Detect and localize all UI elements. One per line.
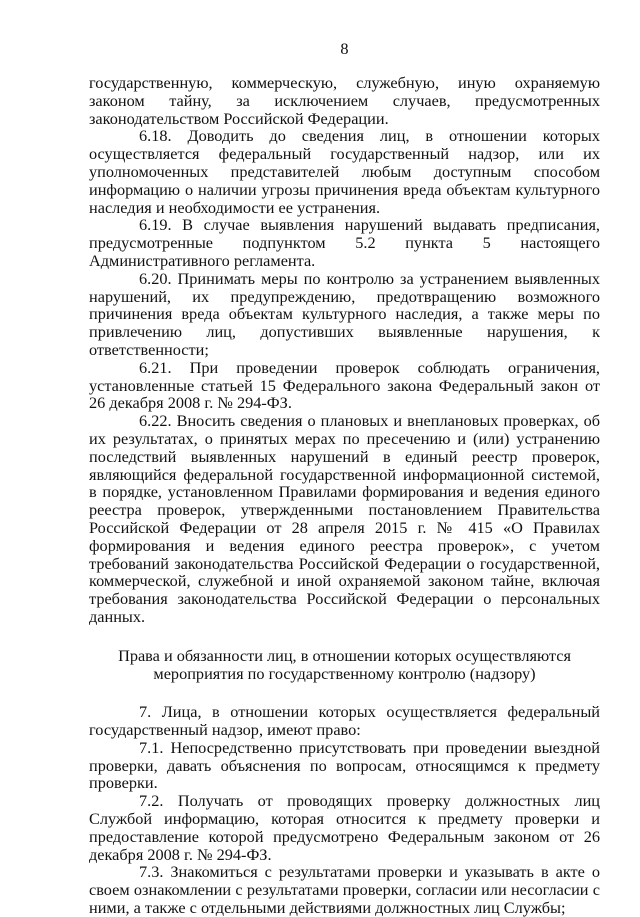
- paragraph-6-22: 6.22. Вносить сведения о плановых и внеплановых проверках, об их результатах, о принятых мерах по пресечению и (или) устранению последствий выявленных нарушений в единый реестр проверок, являющийся федеральной государственной информационной системой, в порядке, установленном Правилами формирования и ведения единого реестра проверок, утвержденными постановлением Правительства Российской Федерации от 28 апреля 2015 г. № 415 «О Правилах формирования и ведения единого реестра проверок», с учетом требований законодательства Российской Федерации о государственной, коммерческой, служебной и иной охраняемой законом тайне, включая требования законодательства Российской Федерации о персональных данных.: [89, 411, 600, 626]
- paragraph-7-1: 7.1. Непосредственно присутствовать при проведении выездной проверки, давать объяснения по вопросам, относящимся к предмету проверки.: [89, 737, 600, 793]
- paragraph-6-19: 6.19. В случае выявления нарушений выдавать предписания, предусмотренные подпунктом 5.2 пункта 5 настоящего Административного регламента.: [89, 215, 600, 270]
- section-heading-line-1: Права и обязанности лиц, в отношении которых осуществляются: [118, 645, 571, 665]
- paragraph-6-18: 6.18. Доводить до сведения лиц, в отношении которых осуществляется федеральный государственный надзор, или их уполномоченных представителей любым доступным способом информацию о наличии угрозы причинения вреда объектам культурного наследия и необходимости ее устранения.: [89, 126, 600, 217]
- page-number: 8: [340, 39, 349, 58]
- section-heading: [89, 647, 600, 683]
- paragraph-6-21: 6.21. При проведении проверок соблюдать ограничения, установленные статьей 15 Федерального закона Федеральный закон от 26 декабря 2008 г. № 294-ФЗ.: [89, 357, 600, 413]
- paragraph-7-2: 7.2. Получать от проводящих проверку должностных лиц Службой информацию, которая относится к предмету проверки и предоставление которой предусмотрено Федеральным законом от 26 декабря 2008 г. № 294-ФЗ.: [89, 791, 600, 864]
- paragraph-6-20: 6.20. Принимать меры по контролю за устранением выявленных нарушений, их предупреждению, предотвращению возможного причинения вреда объектам культурного наследия, а также меры по привлечению лиц, допустивших выявленные нарушения, к ответственности;: [89, 268, 600, 359]
- section-heading-line-2: мероприятия по государственному контролю (надзору): [153, 663, 536, 683]
- paragraph-7-3: 7.3. Знакомиться с результатами проверки и указывать в акте о своем ознакомлении с результатами проверки, согласии или несогласии с ними, а также с отдельными действиями должностных лиц Службы;: [89, 862, 600, 917]
- paragraph-7: 7. Лица, в отношении которых осуществляется федеральный государственный надзор, имеют право:: [89, 702, 600, 740]
- paragraph-continuation: государственную, коммерческую, служебную, иную охраняемую законом тайну, за исключением случаев, предусмотренных законодательством Российской Федерации.: [89, 73, 600, 128]
